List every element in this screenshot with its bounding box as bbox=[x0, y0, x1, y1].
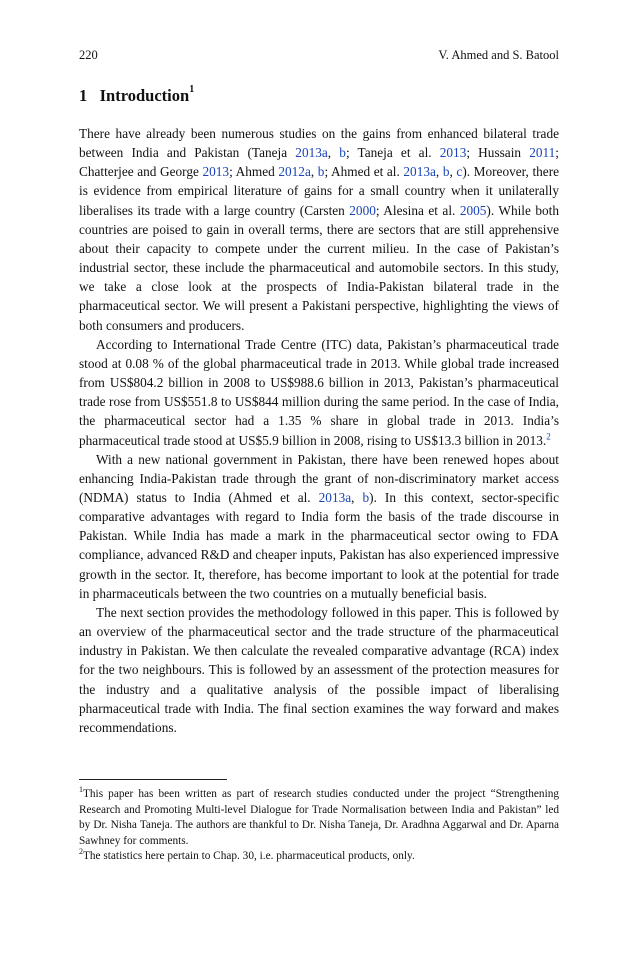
text-run: ). Moreover, there is evidence from empirical literature of gains for a small country when it unilaterally liberalises its trade with a large country (Carsten bbox=[79, 164, 560, 218]
footnote bbox=[79, 787, 559, 849]
section-number: 1 bbox=[79, 86, 88, 105]
citation-link[interactable]: b bbox=[317, 164, 325, 180]
paragraph bbox=[79, 335, 559, 450]
citation-link[interactable]: b bbox=[362, 489, 370, 505]
body-text bbox=[79, 124, 559, 737]
text-run: , bbox=[310, 164, 318, 180]
text-run: , bbox=[351, 489, 363, 505]
citation-link[interactable]: 2011 bbox=[529, 145, 556, 161]
text-run: ). In this context, sector-specific comparative advantages with regard to India form the basis of the trade discourse in Pakistan. While India has made a mark in the pharmaceutical sector owing to FDA compliance, advanced R&D and cheaper inputs, Pakistan has also experienced impressive growth in the sector. It, therefore, has become important to look at the potential for trade in pharmaceuticals between the two countries on a mutually beneficial basis. bbox=[79, 489, 559, 601]
footnote-text: The statistics here pertain to Chap. 30, i.e. pharmaceutical products, only. bbox=[83, 850, 415, 863]
text-run: The next section provides the methodology followed in this paper. This is followed by an overview of the pharmaceutical sector and the trade structure of the pharmaceutical industry in Pakistan. We then calculate the revealed comparative advantage (RCA) index for the two neighbours. This is followed by an assessment of the protection measures for the industry and a qualitative analysis of the possible impact of liberalising pharmaceutical trade with India. The final section examines the way forward and makes recommendations. bbox=[79, 604, 559, 735]
paragraph bbox=[79, 450, 559, 603]
citation-link[interactable]: b bbox=[442, 164, 450, 180]
text-run: , bbox=[449, 164, 457, 180]
citation-link[interactable]: 2005 bbox=[459, 202, 487, 218]
footnote-text: This paper has been written as part of research studies conducted under the project “Strengthening Research and Promoting Multi-level Dialogue for Trade Normalisation between India and Pakistan” led by Dr. Nisha Taneja. The authors are thankful to Dr. Nisha Taneja, Dr. Aradhna Aggarwal and Dr. Aparna Sawhney for comments. bbox=[79, 788, 559, 847]
text-run: ; Taneja et al. bbox=[345, 145, 440, 161]
text-run: ; Ahmed et al. bbox=[324, 164, 404, 180]
citation-link[interactable]: 2013a bbox=[318, 489, 352, 505]
footnote-divider bbox=[79, 779, 227, 780]
text-run: According to International Trade Centre (ITC) data, Pakistan’s pharmaceutical trade stood at 0.08 % of the global pharmaceutical trade in 2013. While global trade increased from US$804.2 billion in 2008 to US$988.6 billion in 2013, Pakistan’s pharmaceutical trade rose from US$551.8 to US$844 million during the same period. In the case of India, the pharmaceutical sector had a 1.35 % share in global trade in 2013. India’s pharmaceutical trade stood at US$5.9 billion in 2008, rising to US$13.3 billion in 2013. bbox=[79, 336, 559, 448]
citation-link[interactable]: 2000 bbox=[349, 202, 376, 218]
citation-link[interactable]: 2013a bbox=[295, 145, 328, 161]
text-run: ). While both countries are poised to gain in overall terms, there are sectors that are still apprehensive about their capacity to compete under the current milieu. In the case of Pakistan’s industrial sector, these include the pharmaceutical and automobile sectors. In this study, we take a close look at the prospects of India-Pakistan bilateral trade in the pharmaceutical sector. We will present a Pakistani perspective, highlighting the views of both consumers and producers. bbox=[79, 202, 559, 333]
footnote bbox=[79, 849, 559, 865]
footnote-ref[interactable]: 2 bbox=[546, 431, 551, 442]
citation-link[interactable]: 2013 bbox=[439, 145, 467, 161]
paragraph bbox=[79, 124, 559, 335]
text-run: ; Ahmed bbox=[229, 164, 279, 180]
footnote-mark: 2 bbox=[79, 847, 83, 857]
text-run: ; Alesina et al. bbox=[375, 202, 460, 218]
text-run: ; Chatterjee and George bbox=[79, 145, 559, 180]
section-title: Introduction bbox=[99, 86, 190, 105]
citation-link[interactable]: 2013a bbox=[403, 164, 436, 180]
section-heading bbox=[79, 83, 195, 106]
text-run: ; Hussain bbox=[466, 145, 530, 161]
footnote-mark: 1 bbox=[79, 785, 83, 795]
citation-link[interactable]: 2012a bbox=[278, 164, 311, 180]
text-run: , bbox=[327, 145, 340, 161]
running-head: V. Ahmed and S. Batool bbox=[438, 48, 559, 62]
citation-link[interactable]: b bbox=[339, 145, 346, 161]
citation-link[interactable]: 2013 bbox=[202, 164, 230, 180]
text-run: There have already been numerous studies on the gains from enhanced bilateral trade between India and Pakistan (Taneja bbox=[79, 126, 559, 161]
footnotes bbox=[79, 787, 559, 865]
page-number: 220 bbox=[79, 48, 98, 62]
citation-link[interactable]: c bbox=[456, 164, 463, 180]
text-run: With a new national government in Pakistan, there have been renewed hopes about enhancing India-Pakistan trade through the grant of non-discriminatory market access (NDMA) status to India (Ahmed et al. bbox=[79, 451, 559, 505]
text-run: , bbox=[435, 164, 443, 180]
paragraph bbox=[79, 603, 559, 737]
section-footnote-mark: 1 bbox=[189, 83, 195, 95]
